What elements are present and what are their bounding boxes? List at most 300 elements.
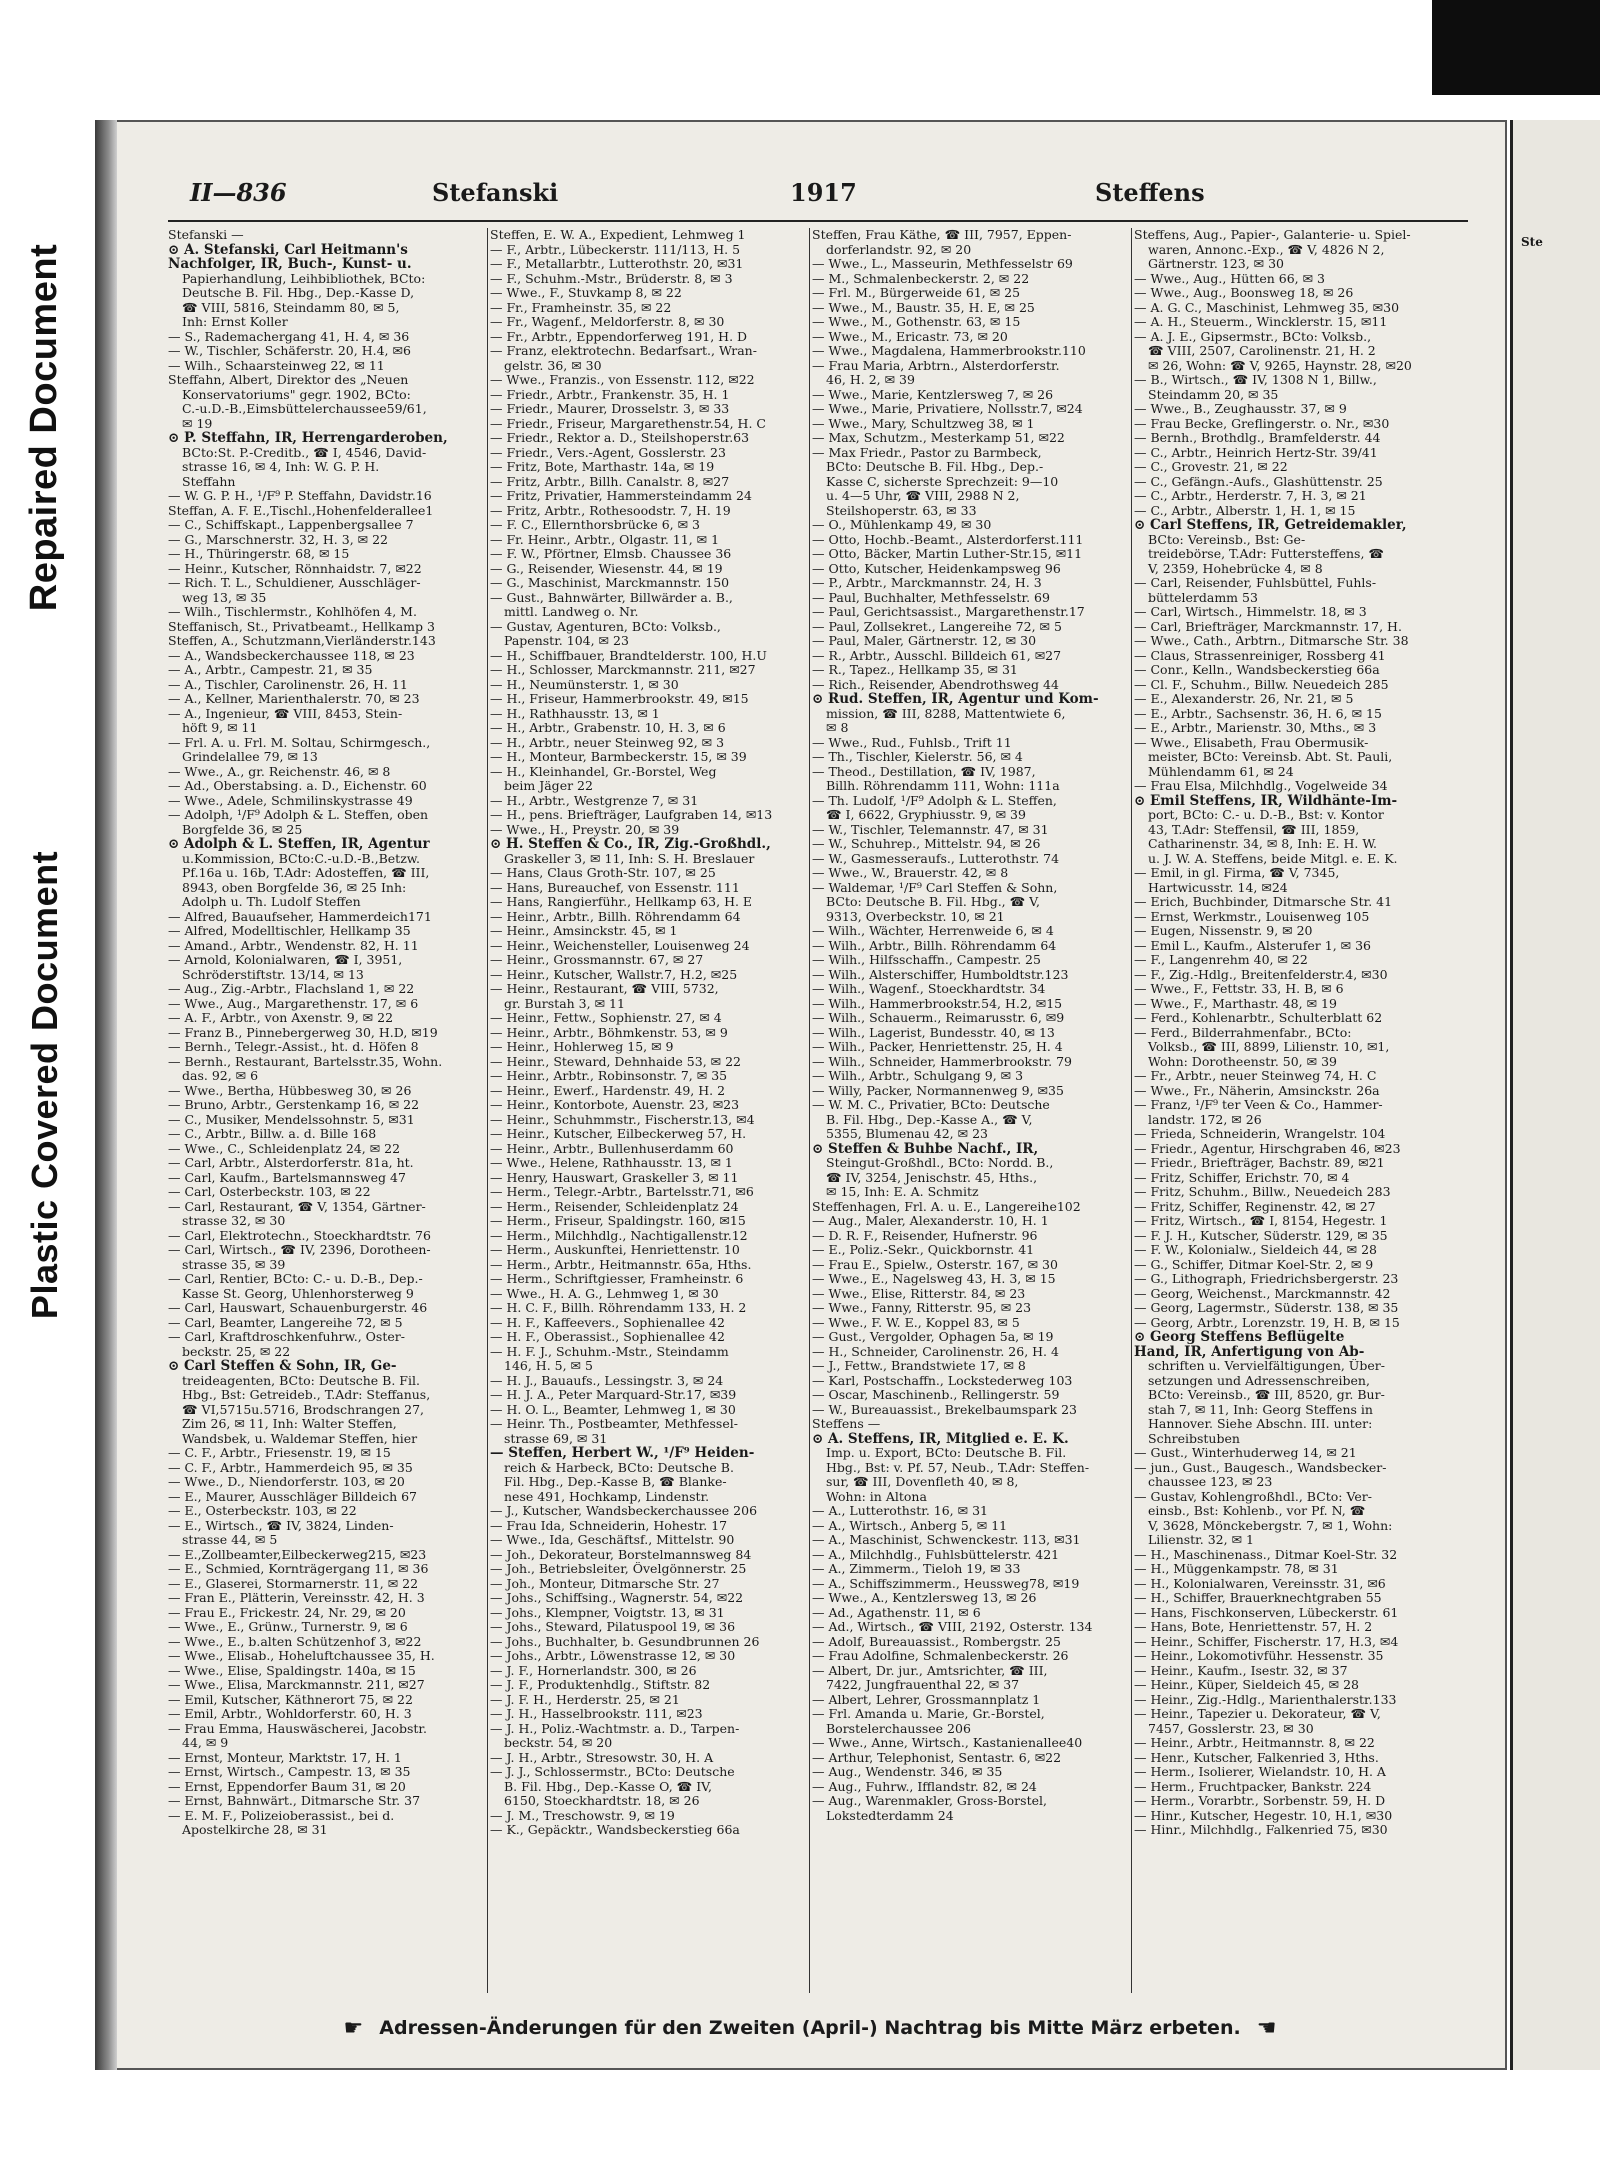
directory-entry: — G., Maschinist, Marckmannstr. 150 (490, 576, 730, 590)
directory-entry: — Ferd., Kohlenarbtr., Schulterblatt 62 (1134, 1011, 1383, 1025)
directory-entry: — Wwe., E., b.alten Schützenhof 3, ✉22 (168, 1634, 422, 1649)
directory-entry: — J. F., Produktenhdlg., Stiftstr. 82 (490, 1678, 711, 1692)
directory-entry: — A., Milchhdlg., Fuhlsbüttelerstr. 421 (812, 1547, 1060, 1562)
directory-entry: — E., Arbtr., Sachsenstr. 36, H. 6, ✉ 15 (1134, 706, 1382, 721)
directory-entry: ⊙ P. Steffahn, IR, Herrengarderoben, (168, 431, 448, 446)
directory-entry: weg 13, ✉ 35 (182, 590, 267, 605)
directory-entry: — Wilh., Schauerm., Reimarusstr. 6, ✉9 (812, 1011, 1065, 1025)
directory-entry: — Wwe., F., Stuvkamp 8, ✉ 22 (490, 286, 682, 300)
directory-entry: — H. F., Kaffeevers., Sophienallee 42 (490, 1315, 725, 1330)
directory-entry: 8943, oben Borgfelde 36, ✉ 25 Inh: (182, 880, 407, 895)
footer-text: Adressen-Änderungen für den Zweiten (April-) Nachtrag bis Mitte März erbeten. (379, 2017, 1241, 2039)
directory-entry: — Wwe., Franzis., von Essenstr. 112, ✉22 (490, 373, 755, 387)
directory-entry: ⊙ Rud. Steffen, IR, Agentur und Kom- (812, 692, 1099, 707)
directory-entry: — Wwe., C., Schleidenplatz 24, ✉ 22 (168, 1141, 401, 1156)
directory-entry: — Heinr., Lokomotivführ. Hessenstr. 35 (1134, 1649, 1384, 1663)
directory-entry: — Wilh., Hammerbrookstr.54, H.2, ✉15 (812, 996, 1063, 1011)
directory-entry: — Aug., Maler, Alexanderstr. 10, H. 1 (812, 1214, 1049, 1228)
directory-entry: Steffahn, Albert, Direktor des „Neuen (168, 373, 409, 387)
directory-entry: — D. R. F., Reisender, Hufnerstr. 96 (812, 1228, 1038, 1243)
directory-entry: Nachfolger, IR, Buch-, Kunst- u. (168, 257, 412, 272)
directory-entry: — Fritz, Wirtsch., ☎ I, 8154, Hegestr. 1 (1134, 1214, 1388, 1228)
directory-entry: — Frau E., Frickestr. 24, Nr. 29, ✉ 20 (168, 1605, 406, 1620)
directory-entry: gr. Burstah 3, ✉ 11 (504, 996, 625, 1011)
directory-entry: — Willy, Packer, Normannenweg 9, ✉35 (812, 1083, 1064, 1098)
directory-entry: Stefanski — (168, 228, 244, 242)
directory-entry: — B., Wirtsch., ☎ IV, 1308 N 1, Billw., (1134, 373, 1377, 387)
directory-entry: — Theod., Destillation, ☎ IV, 1987, (812, 764, 1036, 779)
directory-entry: Wandsbek, u. Waldemar Steffen, hier (182, 1431, 418, 1446)
directory-entry: Imp. u. Export, BCto: Deutsche B. Fil. (826, 1446, 1067, 1460)
directory-entry: — Fritz, Privatier, Hammersteindamm 24 (490, 489, 752, 503)
running-head (150, 178, 1490, 212)
directory-entry: — Heinr., Fettw., Sophienstr. 27, ✉ 4 (490, 1011, 722, 1025)
directory-entry: — J. H., Hasselbrookstr. 111, ✉23 (490, 1707, 703, 1721)
directory-entry: — Wilh., Arbtr., Schulgang 9, ✉ 3 (812, 1069, 1024, 1083)
directory-entry: — Aug., Wendenstr. 346, ✉ 35 (812, 1765, 1003, 1779)
directory-entry: — Waldemar, ¹/F⁹ Carl Steffen & Sohn, (812, 880, 1058, 895)
directory-entry: — Johs., Buchhalter, b. Gesundbrunnen 26 (490, 1634, 760, 1649)
directory-entry: — E.,Zollbeamter,Eilbeckerweg215, ✉23 (168, 1547, 427, 1562)
directory-entry: — J. M., Treschowstr. 9, ✉ 19 (490, 1808, 675, 1823)
directory-entry: Gärtnerstr. 123, ✉ 30 (1148, 257, 1285, 271)
directory-entry: höft 9, ✉ 11 (182, 721, 258, 735)
directory-entry: — E., Wirtsch., ☎ IV, 3824, Linden- (168, 1518, 394, 1533)
directory-entry: — Fritz, Schiffer, Reginenstr. 42, ✉ 27 (1134, 1199, 1376, 1214)
directory-entry: ⊙ Carl Steffen & Sohn, IR, Ge- (168, 1359, 397, 1374)
directory-entry: — Claus, Strassenreiniger, Rossberg 41 (1134, 648, 1386, 663)
directory-entry: — Fran E., Plätterin, Vereinsstr. 42, H. 3 (168, 1591, 425, 1605)
directory-entry: — Wwe., L., Masseurin, Methfesselstr 69 (812, 257, 1073, 271)
directory-entry: Volksb., ☎ III, 8899, Lilienstr. 10, ✉1, (1148, 1040, 1390, 1054)
directory-entry: — Johs., Arbtr., Löwenstrasse 12, ✉ 30 (490, 1649, 736, 1663)
directory-entry: — Fr., Arbtr., neuer Steinweg 74, H. C (1134, 1069, 1377, 1083)
directory-entry: Borstelerchaussee 206 (826, 1721, 971, 1736)
directory-entry: — Ad., Oberstabsing. a. D., Eichenstr. 60 (168, 779, 427, 793)
directory-entry: ⊙ Georg Steffens Beflügelte (1134, 1330, 1345, 1345)
directory-entry: reich & Harbeck, BCto: Deutsche B. (504, 1460, 734, 1475)
directory-entry: — H., Kleinhandel, Gr.-Borstel, Weg (490, 764, 717, 779)
directory-entry: — Ad., Wirtsch., ☎ VIII, 2192, Osterstr. 134 (812, 1620, 1093, 1634)
directory-entry: 7422, Jungfrauenthal 22, ✉ 37 (826, 1678, 1020, 1692)
directory-entry: — H. F. J., Schuhm.-Mstr., Steindamm (490, 1344, 729, 1359)
directory-entry: — Herm., Arbtr., Heitmannstr. 65a, Hths. (490, 1257, 752, 1272)
directory-entry: — W., Tischler, Schäferstr. 20, H.4, ✉6 (168, 344, 411, 358)
directory-entry: — E., Arbtr., Marienstr. 30, Mths., ✉ 3 (1134, 721, 1377, 735)
directory-entry: — Ferd., Bilderrahmenfabr., BCto: (1134, 1025, 1352, 1040)
repaired-document-label: Repaired Document (23, 243, 66, 612)
directory-entry: — Franz, ¹/F⁹ ter Veen & Co., Hammer- (1134, 1098, 1383, 1112)
directory-entry: — E. M. F., Polizeioberassist., bei d. (168, 1808, 395, 1823)
directory-entry: — Herm., Milchhdlg., Nachtigallenstr.12 (490, 1228, 748, 1243)
directory-entry: — Herm., Isolierer, Wielandstr. 10, H. A (1134, 1765, 1386, 1779)
directory-entry: — M., Schmalenbeckerstr. 2, ✉ 22 (812, 271, 1030, 286)
directory-entry: — Friedr., Vers.-Agent, Gosslerstr. 23 (490, 445, 726, 460)
directory-entry: — Wwe., Bertha, Hübbesweg 30, ✉ 26 (168, 1083, 412, 1098)
pointing-hand-left-icon: ☚ (1256, 2015, 1277, 2041)
directory-entry: Deutsche B. Fil. Hbg., Dep.-Kasse D, (182, 286, 415, 300)
directory-entry: — C., Arbtr., Heinrich Hertz-Str. 39/41 (1134, 445, 1378, 460)
directory-entry: 5355, Blumenau 42, ✉ 23 (826, 1127, 988, 1141)
directory-entry: ⊙ Steffen & Buhbe Nachf., IR, (812, 1141, 1039, 1156)
directory-entry: — J. H., Poliz.-Wachtmstr. a. D., Tarpen- (490, 1721, 740, 1736)
directory-entry: setzungen und Adressenschreiben, (1148, 1373, 1370, 1388)
directory-entry: — H., Schlosser, Marckmannstr. 211, ✉27 (490, 663, 756, 677)
pointing-hand-right-icon: ☛ (343, 2015, 364, 2041)
directory-entry: Fil. Hbg., Dep.-Kasse B, ☎ Blanke- (504, 1475, 727, 1489)
directory-entry: — Wwe., Rud., Fuhlsb., Trift 11 (812, 735, 1012, 750)
directory-entry: — Wwe., E., Grünw., Turnerstr. 9, ✉ 6 (168, 1620, 408, 1634)
directory-entry: port, BCto: C.- u. D.-B., Bst: v. Kontor (1148, 808, 1384, 822)
directory-entry: — A., Lutterothstr. 16, ✉ 31 (812, 1504, 988, 1518)
directory-entry: Borgfelde 36, ✉ 25 (182, 822, 303, 837)
directory-entry: — J. J., Schlossermstr., BCto: Deutsche (490, 1765, 735, 1779)
directory-entry: — C., Arbtr., Alberstr. 1, H. 1, ✉ 15 (1134, 503, 1356, 518)
directory-entry: — Wilh., Hilfsschaffn., Campestr. 25 (812, 953, 1041, 967)
directory-entry: — Paul, Buchhalter, Methfesselstr. 69 (812, 590, 1050, 605)
left-heading: Stefanski (432, 178, 559, 207)
directory-entry: — Heinr., Kaufm., Isestr. 32, ✉ 37 (1134, 1663, 1348, 1678)
directory-entry: Zim 26, ✉ 11, Inh: Walter Steffen, (182, 1417, 397, 1431)
directory-entry: — Aug., Zig.-Arbtr., Flachsland 1, ✉ 22 (168, 982, 415, 996)
directory-entry: — Heinr., Arbtr., Bullenhuserdamm 60 (490, 1141, 734, 1156)
directory-entry: — Hinr., Milchhdlg., Falkenried 75, ✉30 (1134, 1823, 1388, 1837)
directory-entry: — C., Grovestr. 21, ✉ 22 (1134, 460, 1288, 474)
directory-entry: — C. F., Arbtr., Hammerdeich 95, ✉ 35 (168, 1460, 413, 1475)
directory-entry: ⊙ Carl Steffens, IR, Getreidemakler, (1134, 518, 1407, 533)
directory-entry: — Otto, Hochb.-Beamt., Alsterdorferst.111 (812, 532, 1084, 547)
directory-entry: — E., Maurer, Ausschläger Billdeich 67 (168, 1489, 418, 1504)
directory-entry: — Fr., Arbtr., Eppendorferweg 191, H. D (490, 329, 748, 344)
directory-entry: strasse 35, ✉ 39 (182, 1257, 286, 1272)
directory-entry: — Gust., Vergolder, Ophagen 5a, ✉ 19 (812, 1330, 1054, 1344)
directory-entry: — Wwe., Aug., Boonsweg 18, ✉ 26 (1134, 286, 1354, 300)
directory-entry: — A. F., Arbtr., von Axenstr. 9, ✉ 22 (168, 1011, 394, 1025)
directory-entry: — H., pens. Briefträger, Laufgraben 14, ✉13 (490, 808, 773, 822)
directory-entry: das. 92, ✉ 6 (182, 1069, 259, 1083)
directory-entry: — O., Mühlenkamp 49, ✉ 30 (812, 518, 992, 532)
footer-notice (280, 2008, 1340, 2048)
directory-entry: Apostelkirche 28, ✉ 31 (182, 1823, 328, 1837)
directory-entry: ✉ 19 (182, 416, 213, 431)
directory-entry: — Wwe., Magdalena, Hammerbrookstr.110 (812, 344, 1086, 358)
directory-entry: Steilshoperstr. 63, ✉ 33 (826, 503, 977, 518)
directory-entry: — Wwe., Elise, Spaldingstr. 140a, ✉ 15 (168, 1663, 416, 1678)
directory-entry: — Fritz, Schuhm., Billw., Neuedeich 283 (1134, 1185, 1391, 1199)
directory-entry: Hannover. Siehe Abschn. III. unter: (1148, 1417, 1373, 1431)
directory-entry: — Ernst, Bahnwärt., Ditmarsche Str. 37 (168, 1794, 421, 1808)
directory-entry: — H., Schneider, Carolinenstr. 26, H. 4 (812, 1344, 1059, 1359)
directory-column-1 (168, 228, 484, 1998)
directory-entry: — H., Müggenkampstr. 78, ✉ 31 (1134, 1562, 1339, 1576)
directory-entry: — H. F., Oberassist., Sophienallee 42 (490, 1330, 725, 1344)
directory-entry: gelstr. 36, ✉ 30 (504, 358, 602, 373)
directory-entry: — Wwe., A., Kentzlersweg 13, ✉ 26 (812, 1591, 1037, 1605)
directory-entry: mission, ☎ III, 8288, Mattentwiete 6, (826, 706, 1066, 721)
plastic-covered-tag (0, 735, 90, 1435)
directory-entry: — Heinr., Arbtr., Billh. Röhrendamm 64 (490, 909, 741, 924)
directory-entry: — Erich, Buchbinder, Ditmarsche Str. 41 (1134, 895, 1393, 909)
header-rule (168, 220, 1468, 222)
directory-entry: — Carl, Wirtsch., ☎ IV, 2396, Dorotheen- (168, 1243, 431, 1257)
directory-entry: — Wwe., W., Brauerstr. 42, ✉ 8 (812, 866, 1009, 880)
directory-entry: — Adolph, ¹/F⁹ Adolph & L. Steffen, oben (168, 808, 429, 822)
directory-entry: — Herm., Friseur, Spaldingstr. 160, ✉15 (490, 1214, 746, 1228)
directory-entry: Steffen, Frau Käthe, ☎ III, 7957, Eppen- (812, 228, 1072, 242)
directory-entry: — Joh., Dekorateur, Borstelmannsweg 84 (490, 1547, 752, 1562)
directory-entry: — Cl. F., Schuhm., Billw. Neuedeich 285 (1134, 677, 1389, 692)
directory-entry: Schröderstiftstr. 13/14, ✉ 13 (182, 967, 364, 982)
directory-entry: u. 4—5 Uhr, ☎ VIII, 2988 N 2, (826, 489, 1020, 503)
directory-entry: — Gustav, Agenturen, BCto: Volksb., (490, 619, 721, 634)
directory-entry: — Heinr., Steward, Dehnhaide 53, ✉ 22 (490, 1054, 742, 1069)
directory-entry: Adolph u. Th. Ludolf Steffen (182, 895, 361, 909)
directory-entry: — Wwe., F., Marthastr. 48, ✉ 19 (1134, 996, 1337, 1011)
directory-entry: — W. M. C., Privatier, BCto: Deutsche (812, 1098, 1050, 1112)
directory-entry: Pf.16a u. 16b, T.Adr: Adosteffen, ☎ III, (182, 866, 430, 880)
directory-entry: — G., Lithograph, Friedrichsbergerstr. 23 (1134, 1272, 1399, 1286)
directory-entry: ⊙ A. Steffens, IR, Mitglied e. E. K. (812, 1431, 1069, 1446)
directory-entry: — S., Rademachergang 41, H. 4, ✉ 36 (168, 329, 410, 344)
directory-entry: — Hans, Fischkonserven, Lübeckerstr. 61 (1134, 1605, 1399, 1620)
directory-entry: — Frau Adolfine, Schmalenbeckerstr. 26 (812, 1649, 1069, 1663)
directory-entry: strasse 32, ✉ 30 (182, 1214, 286, 1228)
directory-entry: — A., Wandsbeckerchaussee 118, ✉ 23 (168, 648, 415, 663)
directory-entry: — K., Gepäcktr., Wandsbeckerstieg 66a (490, 1823, 740, 1837)
directory-entry: — Herm., Telegr.-Arbtr., Bartelsstr.71, ✉6 (490, 1185, 754, 1199)
directory-entry: Steindamm 20, ✉ 35 (1148, 387, 1279, 402)
directory-entry: — Heinr., Ewerf., Hardenstr. 49, H. 2 (490, 1083, 726, 1098)
directory-entry: — E., Alexanderstr. 26, Nr. 21, ✉ 5 (1134, 692, 1354, 706)
directory-entry: — Wwe., Marie, Kentzlersweg 7, ✉ 26 (812, 387, 1054, 402)
directory-entry: — W. G. P. H., ¹/F⁹ P. Steffahn, Davidstr.16 (168, 489, 432, 503)
directory-entry: ☎ IV, 3254, Jenischstr. 45, Hths., (826, 1170, 1038, 1185)
directory-entry: — Wwe., M., Baustr. 35, H. E, ✉ 25 (812, 300, 1035, 315)
directory-entry: — Wwe., Helene, Rathhausstr. 13, ✉ 1 (490, 1156, 733, 1170)
directory-entry: — F. C., Ellernthorsbrücke 6, ✉ 3 (490, 518, 700, 532)
directory-entry: — Henr., Kutscher, Falkenried 3, Hths. (1134, 1750, 1379, 1765)
directory-entry: — A., Wirtsch., Anberg 5, ✉ 11 (812, 1518, 1008, 1533)
directory-entry: — F., Arbtr., Lübeckerstr. 111/113, H. 5 (490, 242, 741, 257)
directory-entry: BCto: Deutsche B. Fil. Hbg., ☎ V, (826, 895, 1040, 909)
directory-entry: — Wwe., D., Niendorferstr. 103, ✉ 20 (168, 1475, 405, 1489)
directory-entry: — H., Maschinenass., Ditmar Koel-Str. 32 (1134, 1547, 1398, 1562)
directory-entry: — R., Tapez., Hellkamp 35, ✉ 31 (812, 663, 1018, 677)
directory-entry: Steffanisch, St., Privatbeamt., Hellkamp 3 (168, 619, 435, 634)
directory-entry: — Hans, Bote, Henriettenstr. 57, H. 2 (1134, 1620, 1373, 1634)
directory-entry: — Bernh., Brothdlg., Bramfelderstr. 44 (1134, 431, 1381, 445)
directory-entry: strasse 44, ✉ 5 (182, 1533, 278, 1547)
directory-entry: — Wwe., M., Ericastr. 73, ✉ 20 (812, 329, 1008, 344)
directory-entry: BCto:St. P.-Creditb., ☎ I, 4546, David- (182, 445, 427, 460)
directory-entry: büttelerdamm 53 (1148, 590, 1258, 605)
directory-entry: ☎ VIII, 2507, Carolinenstr. 21, H. 2 (1148, 344, 1376, 358)
directory-entry: Papierhandlung, Leihbibliothek, BCto: (182, 271, 426, 286)
directory-entry: — H., Schiffer, Brauerknechtgraben 55 (1134, 1591, 1382, 1605)
directory-entry: — Gust., Winterhuderweg 14, ✉ 21 (1134, 1446, 1357, 1460)
directory-entry: — G., Reisender, Wiesenstr. 44, ✉ 19 (490, 561, 723, 576)
directory-entry: — Heinr., Amsinckstr. 45, ✉ 1 (490, 924, 678, 938)
directory-entry: — Wilh., Arbtr., Billh. Röhrendamm 64 (812, 938, 1057, 953)
directory-entry: — Frau Emma, Hauswäscherei, Jacobstr. (168, 1721, 427, 1736)
directory-column-3 (812, 228, 1128, 1998)
directory-entry: 44, ✉ 9 (182, 1736, 229, 1750)
column-divider (809, 228, 810, 1993)
directory-entry: — Emil, Kutscher, Käthnerort 75, ✉ 22 (168, 1692, 413, 1707)
directory-entry: — Carl, Kaufm., Bartelsmannsweg 47 (168, 1170, 406, 1185)
directory-entry: — Wwe., Fanny, Ritterstr. 95, ✉ 23 (812, 1301, 1032, 1315)
directory-entry: — Hinr., Kutscher, Hegestr. 10, H.1, ✉30 (1134, 1808, 1393, 1823)
directory-entry: — E., Poliz.-Sekr., Quickbornstr. 41 (812, 1243, 1035, 1257)
directory-entry: — Georg, Weichenst., Marckmannstr. 42 (1134, 1286, 1391, 1301)
directory-entry: — F. J. H., Kutscher, Süderstr. 129, ✉ 35 (1134, 1228, 1388, 1243)
directory-entry: — Carl, Arbtr., Alsterdorferstr. 81a, ht. (168, 1156, 414, 1170)
directory-entry: — G., Marschnerstr. 32, H. 3, ✉ 22 (168, 532, 388, 547)
directory-entry: — Henry, Hauswart, Graskeller 3, ✉ 11 (490, 1170, 739, 1185)
directory-entry: — H. J. A., Peter Marquard-Str.17, ✉39 (490, 1388, 737, 1402)
directory-entry: B. Fil. Hbg., Dep.-Kasse A., ☎ V, (826, 1112, 1033, 1127)
directory-entry: — Heinr., Kutscher, Wallstr.7, H.2, ✉25 (490, 967, 738, 982)
directory-entry: mittl. Landweg o. Nr. (504, 605, 639, 619)
directory-entry: — Bernh., Restaurant, Bartelsstr.35, Wohn. (168, 1054, 443, 1069)
directory-entry: BCto: Deutsche B. Fil. Hbg., Dep.- (826, 460, 1044, 474)
directory-column-4 (1134, 228, 1462, 1998)
directory-entry: — Heinr., Arbtr., Heitmannstr. 8, ✉ 22 (1134, 1736, 1375, 1750)
directory-entry: — Herm., Schriftgiesser, Framheinstr. 6 (490, 1272, 744, 1286)
directory-entry: — Rich., Reisender, Abendrothsweg 44 (812, 677, 1059, 692)
directory-entry: — Karl, Postschaffn., Lockstederweg 103 (812, 1373, 1073, 1388)
directory-entry: — Heinr., Küper, Sieldeich 45, ✉ 28 (1134, 1678, 1359, 1692)
directory-entry: ☎ I, 6622, Gryphiusstr. 9, ✉ 39 (826, 808, 1026, 822)
directory-entry: — H., Monteur, Barmbeckerstr. 15, ✉ 39 (490, 750, 747, 764)
directory-entry: — C., Musiker, Mendelssohnstr. 5, ✉31 (168, 1112, 415, 1127)
directory-entry: — Fritz, Schiffer, Erichstr. 70, ✉ 4 (1134, 1170, 1350, 1185)
directory-entry: — Wilh., Alsterschiffer, Humboldtstr.123 (812, 967, 1069, 982)
directory-entry: — Franz, elektrotechn. Bedarfsart., Wran- (490, 344, 757, 358)
directory-column-2 (490, 228, 806, 1998)
directory-entry: Inh: Ernst Koller (182, 315, 288, 329)
directory-entry: — Georg, Arbtr., Lorenzstr. 19, H. B, ✉ 15 (1134, 1315, 1400, 1330)
directory-entry: — Frau E., Spielw., Osterstr. 167, ✉ 30 (812, 1257, 1058, 1272)
repaired-document-tag (0, 165, 90, 690)
directory-entry: — Herm., Fruchtpacker, Bankstr. 224 (1134, 1779, 1372, 1794)
directory-entry: Kasse St. Georg, Uhlenhorsterweg 9 (182, 1286, 414, 1301)
directory-entry: — Carl, Beamter, Langereihe 72, ✉ 5 (168, 1315, 403, 1330)
directory-entry: Lilienstr. 32, ✉ 1 (1148, 1533, 1254, 1547)
directory-entry: — A., Arbtr., Campestr. 21, ✉ 35 (168, 663, 373, 677)
directory-entry: — Emil, Arbtr., Wohldorferstr. 60, H. 3 (168, 1707, 412, 1721)
directory-entry: ☎ VI,5715u.5716, Brodschrangen 27, (182, 1402, 425, 1417)
directory-entry: — Gust., Bahnwärter, Billwärder a. B., (490, 590, 733, 605)
directory-entry: Steffen, A., Schutzmann,Vierländerstr.143 (168, 634, 436, 648)
directory-entry: Steffen, E. W. A., Expedient, Lehmweg 1 (490, 228, 746, 242)
directory-entry: — Fr. Heinr., Arbtr., Olgastr. 11, ✉ 1 (490, 532, 720, 547)
directory-entry: — Frieda, Schneiderin, Wrangelstr. 104 (1134, 1127, 1386, 1141)
directory-entry: — Aug., Fuhrw., Ifflandstr. 82, ✉ 24 (812, 1779, 1037, 1794)
directory-entry: — Heinr., Weichensteller, Louisenweg 24 (490, 938, 750, 953)
next-page-edge (1510, 120, 1600, 2070)
directory-entry: u.Kommission, BCto:C.-u.D.-B.,Betzw. (182, 851, 420, 866)
directory-entry: — H. C. F., Billh. Röhrendamm 133, H. 2 (490, 1301, 747, 1315)
directory-entry: — Arthur, Telephonist, Sentastr. 6, ✉22 (812, 1750, 1062, 1765)
directory-entry: — Carl, Briefträger, Marckmannstr. 17, H. (1134, 619, 1402, 634)
directory-entry: — Wilh., Wächter, Herrenweide 6, ✉ 4 (812, 924, 1054, 938)
directory-entry: — Bernh., Telegr.-Assist., ht. d. Höfen 8 (168, 1040, 419, 1054)
directory-entry: — Arnold, Kolonialwaren, ☎ I, 3951, (168, 953, 403, 967)
directory-entry: — Wwe., Elise, Ritterstr. 84, ✉ 23 (812, 1286, 1026, 1301)
directory-entry: Steingut-Großhdl., BCto: Nordd. B., (826, 1156, 1054, 1170)
directory-entry: — Wwe., Cath., Arbtrn., Ditmarsche Str. 38 (1134, 634, 1409, 648)
directory-entry: ⊙ H. Steffen & Co., IR, Zig.-Großhdl., (490, 837, 771, 852)
directory-entry: — Fr., Framheinstr. 35, ✉ 22 (490, 300, 672, 315)
directory-entry: — Paul, Zollsekret., Langereihe 72, ✉ 5 (812, 619, 1062, 634)
directory-entry: — Albert, Dr. jur., Amtsrichter, ☎ III, (812, 1663, 1048, 1678)
directory-entry: — Heinr., Schiffer, Fischerstr. 17, H.3, ✉4 (1134, 1634, 1399, 1649)
directory-entry: Steffahn (182, 474, 236, 489)
directory-entry: — Wilh., Schneider, Hammerbrookstr. 79 (812, 1054, 1073, 1069)
directory-entry: Mühlendamm 61, ✉ 24 (1148, 764, 1294, 779)
directory-entry: — Heinr. Th., Postbeamter, Methfessel- (490, 1417, 738, 1431)
directory-entry: Konservatoriums" gegr. 1902, BCto: (182, 387, 411, 402)
directory-entry: Wohn: in Altona (826, 1489, 927, 1504)
directory-entry: einsb., Bst: Kohlenb., vor Pf. N, ☎ (1148, 1504, 1366, 1518)
directory-entry: Hartwicusstr. 14, ✉24 (1148, 880, 1288, 895)
directory-entry: — Frl. M., Bürgerweide 61, ✉ 25 (812, 286, 1021, 300)
directory-entry: — Johs., Steward, Pilatuspool 19, ✉ 36 (490, 1620, 736, 1634)
directory-entry: — H., Arbtr., Grabenstr. 10, H. 3, ✉ 6 (490, 721, 726, 735)
directory-entry: 43, T.Adr: Steffensil, ☎ III, 1859, (1148, 822, 1360, 837)
directory-entry: — Johs., Klempner, Voigtstr. 13, ✉ 31 (490, 1605, 725, 1620)
directory-entry: V, 2359, Hohebrücke 4, ✉ 8 (1148, 561, 1323, 576)
directory-entry: — Adolf, Bureauassist., Rombergstr. 25 (812, 1634, 1061, 1649)
directory-entry: — Wilh., Schaarsteinweg 22, ✉ 11 (168, 358, 385, 373)
directory-entry: — Bruno, Arbtr., Gerstenkamp 16, ✉ 22 (168, 1098, 420, 1112)
directory-entry: — Carl, Reisender, Fuhlsbüttel, Fuhls- (1134, 576, 1377, 590)
directory-entry: 9313, Overbeckstr. 10, ✉ 21 (826, 909, 1005, 924)
directory-entry: Schreibstuben (1148, 1431, 1240, 1446)
directory-entry: — Herm., Vorarbtr., Sorbenstr. 59, H. D (1134, 1794, 1386, 1808)
directory-entry: — H., Arbtr., Westgrenze 7, ✉ 31 (490, 793, 699, 808)
directory-entry: stah 7, ✉ 11, Inh: Georg Steffens in (1148, 1402, 1373, 1417)
directory-entry: — J., Kutscher, Wandsbeckerchaussee 206 (490, 1504, 758, 1518)
directory-entry: — Wwe., Aug., Margarethenstr. 17, ✉ 6 (168, 996, 419, 1011)
directory-entry: Hbg., Bst: v. Pf. 57, Neub., T.Adr: Steffen- (826, 1460, 1090, 1475)
directory-entry: — W., Tischler, Telemannstr. 47, ✉ 31 (812, 822, 1049, 837)
directory-entry: — A., Zimmerm., Tieloh 19, ✉ 33 (812, 1562, 1021, 1576)
directory-entry: — W., Gasmesseraufs., Lutterothstr. 74 (812, 851, 1060, 866)
directory-entry: — Ernst, Monteur, Marktstr. 17, H. 1 (168, 1750, 402, 1765)
directory-entry: ✉ 8 (826, 721, 849, 735)
directory-entry: — H., Arbtr., neuer Steinweg 92, ✉ 3 (490, 735, 725, 750)
directory-entry: — Wwe., F., Fettstr. 33, H. B, ✉ 6 (1134, 982, 1344, 996)
next-page-fragment: Ste (1521, 235, 1543, 249)
directory-entry: — Friedr., Arbtr., Frankenstr. 35, H. 1 (490, 387, 730, 402)
directory-entry: — Johs., Schiffsing., Wagnerstr. 54, ✉22 (490, 1591, 744, 1605)
directory-entry: 46, H. 2, ✉ 39 (826, 373, 915, 387)
directory-entry: treideagenten, BCto: Deutsche B. Fil. (182, 1373, 420, 1388)
directory-entry: — Ad., Agathenstr. 11, ✉ 6 (812, 1605, 981, 1620)
directory-entry: — H. J., Bauaufs., Lessingstr. 3, ✉ 24 (490, 1373, 724, 1388)
directory-entry: — Otto, Kutscher, Heidenkampsweg 96 (812, 561, 1061, 576)
directory-entry: 146, H. 5, ✉ 5 (504, 1359, 593, 1373)
directory-entry: — Ernst, Werkmstr., Louisenweg 105 (1134, 909, 1370, 924)
directory-entry: — Hans, Rangierführ., Hellkamp 63, H. E (490, 895, 753, 909)
directory-entry: — Heinr., Arbtr., Böhmkenstr. 53, ✉ 9 (490, 1025, 728, 1040)
directory-entry: — Heinr., Arbtr., Robinsonstr. 7, ✉ 35 (490, 1069, 728, 1083)
directory-entry: — Frl. Amanda u. Marie, Gr.-Borstel, (812, 1707, 1045, 1721)
directory-entry: — C., Gefängn.-Aufs., Glashüttenstr. 25 (1134, 474, 1383, 489)
directory-entry: Steffan, A. F. E.,Tischl.,Hohenfelderallee1 (168, 503, 434, 518)
